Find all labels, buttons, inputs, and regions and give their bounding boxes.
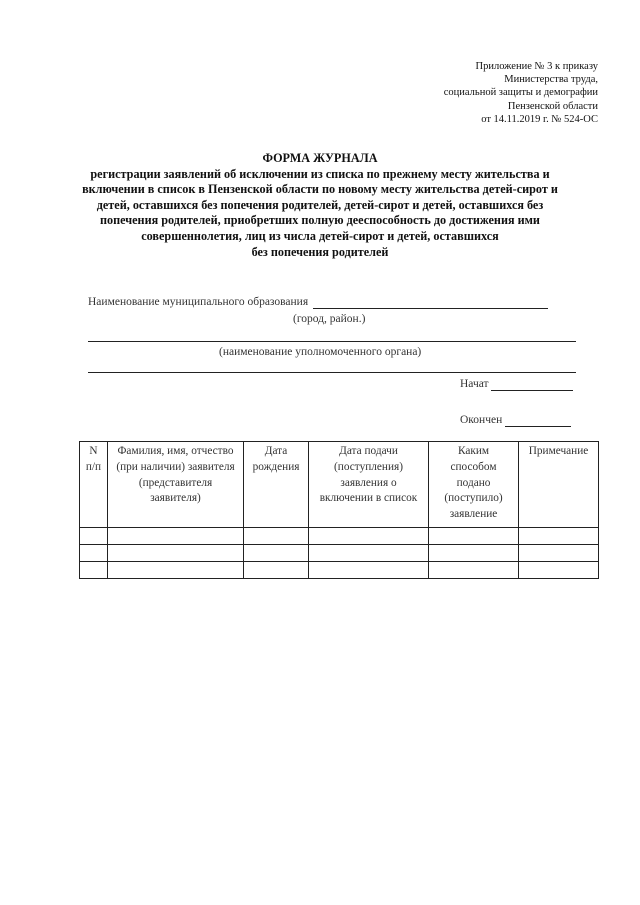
finished-field bbox=[460, 414, 571, 427]
table-cell[interactable] bbox=[309, 545, 429, 562]
table-cell[interactable] bbox=[429, 562, 519, 579]
table-cell[interactable] bbox=[80, 545, 108, 562]
journal-table bbox=[79, 441, 599, 579]
title-line: включении в список в Пензенской области по новому месту жительства детей-сирот и bbox=[82, 182, 558, 197]
appendix-line: Министерства труда, bbox=[504, 74, 598, 86]
table-cell[interactable] bbox=[244, 545, 309, 562]
table-cell[interactable] bbox=[108, 562, 244, 579]
table-cell[interactable] bbox=[80, 528, 108, 545]
finished-blank[interactable] bbox=[505, 414, 571, 427]
authority-blank-line[interactable] bbox=[88, 341, 576, 342]
separator-line bbox=[88, 372, 576, 373]
table-cell[interactable] bbox=[429, 528, 519, 545]
title-line: совершеннолетия, лиц из числа детей-сирот и детей, оставшихся bbox=[141, 228, 499, 243]
authority-hint: (наименование уполномоченного органа) bbox=[219, 346, 422, 358]
header-submission-date: Дата подачи (поступления) заявления о включении в список bbox=[309, 442, 429, 528]
appendix-line: Приложение № 3 к приказу bbox=[475, 61, 598, 72]
municipality-blank[interactable] bbox=[313, 296, 548, 309]
title-line: детей, оставшихся без попечения родителей, детей-сирот и детей, оставшихся без bbox=[96, 197, 544, 212]
municipality-label: Наименование муниципального образования bbox=[88, 296, 309, 308]
title-heading: ФОРМА ЖУРНАЛА bbox=[262, 151, 378, 165]
table-row bbox=[80, 545, 599, 562]
header-submission-method: Каким способом подано (поступило) заявление bbox=[429, 442, 519, 528]
appendix-line: от 14.11.2019 г. № 524-ОС bbox=[481, 113, 598, 125]
title-line: попечения родителей, приобретших полную дееспособность до достижения ими bbox=[100, 213, 540, 228]
table-row bbox=[80, 528, 599, 545]
header-number: N п/п bbox=[80, 442, 108, 528]
appendix-line: социальной защиты и демографии bbox=[443, 87, 598, 99]
municipality-hint: (город, район.) bbox=[293, 313, 366, 325]
appendix-line: Пензенской области bbox=[507, 100, 598, 112]
table-cell[interactable] bbox=[309, 562, 429, 579]
table-cell[interactable] bbox=[519, 562, 599, 579]
finished-label: Окончен bbox=[460, 414, 503, 426]
table-header-row bbox=[80, 442, 599, 528]
municipality-field bbox=[88, 296, 548, 309]
table-row bbox=[80, 562, 599, 579]
title-line: регистрации заявлений об исключении из списка по прежнему месту жительства и bbox=[90, 166, 550, 181]
table-cell[interactable] bbox=[80, 562, 108, 579]
started-blank[interactable] bbox=[491, 378, 573, 391]
started-field bbox=[460, 378, 573, 391]
header-birth-date: Дата рождения bbox=[244, 442, 309, 528]
table-cell[interactable] bbox=[108, 545, 244, 562]
document-title bbox=[60, 151, 580, 260]
table-cell[interactable] bbox=[108, 528, 244, 545]
appendix-note bbox=[444, 60, 598, 126]
table-cell[interactable] bbox=[429, 545, 519, 562]
table-cell[interactable] bbox=[244, 562, 309, 579]
started-label: Начат bbox=[460, 378, 489, 390]
header-full-name: Фамилия, имя, отчество (при наличии) заявителя (представителя заявителя) bbox=[108, 442, 244, 528]
table-cell[interactable] bbox=[244, 528, 309, 545]
table-cell[interactable] bbox=[519, 528, 599, 545]
title-line: без попечения родителей bbox=[251, 244, 389, 259]
header-note: Примечание bbox=[519, 442, 599, 528]
table-cell[interactable] bbox=[519, 545, 599, 562]
table-cell[interactable] bbox=[309, 528, 429, 545]
